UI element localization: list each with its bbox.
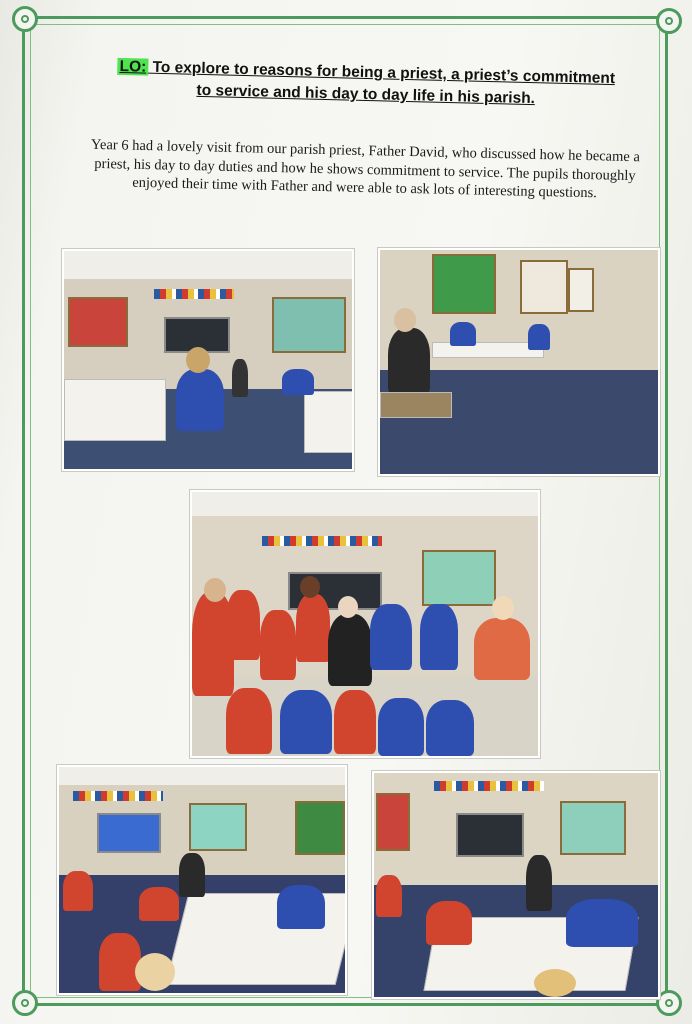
- group-photo: [190, 490, 540, 758]
- intro-paragraph: Year 6 had a lovely visit from our parish priest, Father David, who discussed how he became a priest, his day to day duties and how he shows commitment to service. The pupils thoroughly enjoyed their time with Father and were able to ask lots of interesting questions.: [90, 136, 641, 202]
- classroom-photo-2: [378, 248, 660, 476]
- corner-ornament: [12, 990, 38, 1016]
- classroom-photo-3: [57, 765, 347, 995]
- corner-ornament: [12, 6, 38, 32]
- classroom-photo-4: [372, 771, 660, 999]
- lo-tag: LO:: [119, 57, 147, 76]
- lo-text-1: To explore to reasons for being a priest, a priest’s commitment: [152, 58, 616, 88]
- lo-line-2: to service and his day to day life in his parish.: [196, 81, 536, 108]
- corner-ornament: [656, 8, 682, 34]
- classroom-photo-1: [62, 249, 354, 471]
